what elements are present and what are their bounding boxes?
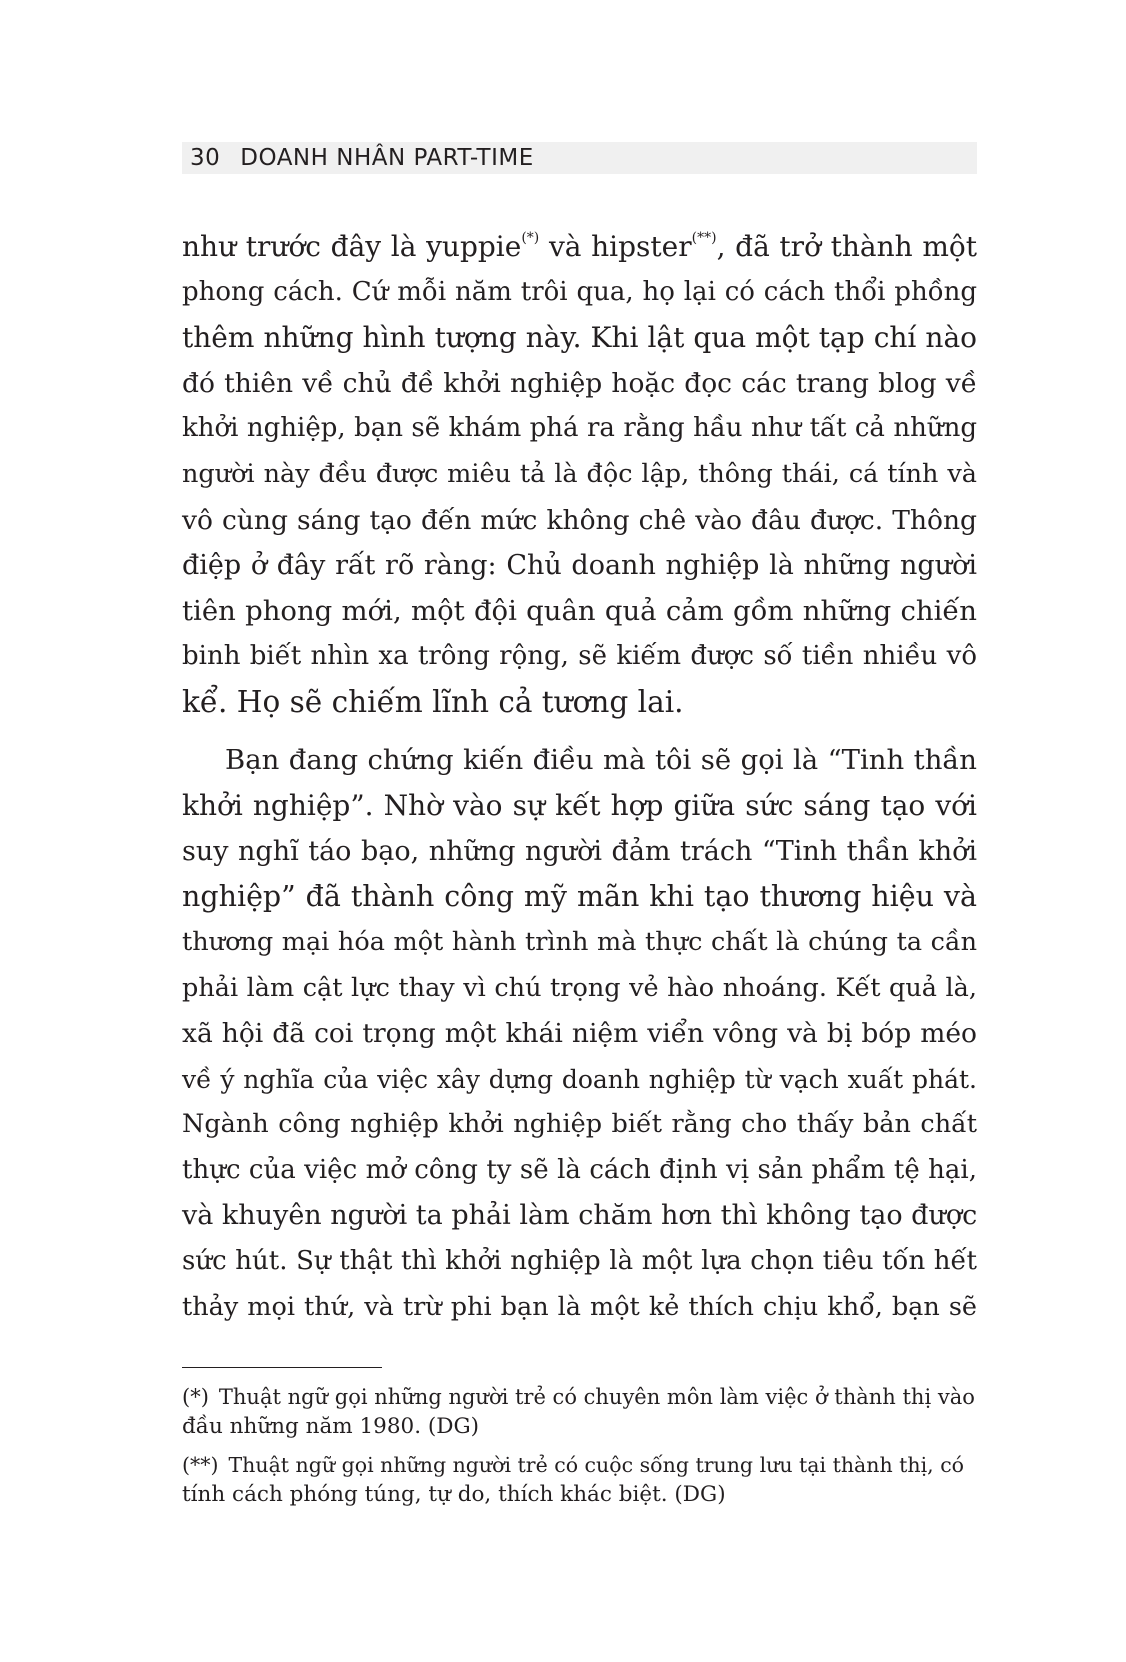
text-line: phong cách. Cứ mỗi năm trôi qua, họ lại có cách thổi phồng (182, 276, 977, 307)
text-line: thảy mọi thứ, và trừ phi bạn là một kẻ thích chịu khổ, bạn sẽ (182, 1291, 977, 1322)
footnote-marker: (**) (182, 1453, 219, 1477)
footnote-line: tính cách phóng túng, tự do, thích khác biệt. (DG) (182, 1482, 726, 1507)
text-run: như trước đây là yuppie (182, 230, 522, 263)
footnote-ref-1: (*) (521, 229, 540, 246)
text-run: , đã trở thành một (716, 230, 977, 263)
text-line: nghiệp” đã thành công mỹ mãn khi tạo thương hiệu và (182, 880, 977, 914)
paragraph-1 (182, 224, 977, 726)
running-header (182, 142, 977, 174)
text-line: khởi nghiệp”. Nhờ vào sự kết hợp giữa sức sáng tạo với (182, 789, 977, 823)
page-number: 30 (190, 145, 221, 171)
book-title: DOANH NHÂN PART-TIME (240, 145, 534, 171)
text-line: thương mại hóa một hành trình mà thực chất là chúng ta cần (182, 926, 977, 957)
footnote-line (182, 1382, 977, 1412)
text-line: Ngành công nghiệp khởi nghiệp biết rằng cho thấy bản chất (182, 1109, 977, 1140)
text-line: phải làm cật lực thay vì chú trọng vẻ hào nhoáng. Kết quả là, (182, 972, 977, 1003)
footnote-text: Thuật ngữ gọi những người trẻ có cuộc sống trung lưu tại thành thị, có (228, 1453, 965, 1477)
text-line (182, 224, 977, 270)
footnote-divider (182, 1367, 382, 1368)
footnote-line: đầu những năm 1980. (DG) (182, 1414, 480, 1439)
text-line: suy nghĩ táo bạo, những người đảm trách “Tinh thần khởi (182, 835, 977, 867)
text-line: vô cùng sáng tạo đến mức không chê vào đâu được. Thông (182, 504, 977, 536)
text-line: người này đều được miêu tả là độc lập, thông thái, cá tính và (182, 458, 977, 489)
footnote-text: Thuật ngữ gọi những người trẻ có chuyên môn làm việc ở thành thị vào (218, 1385, 975, 1409)
text-line: binh biết nhìn xa trông rộng, sẽ kiếm được số tiền nhiều vô (182, 641, 977, 672)
text-run: và hipster (539, 230, 692, 263)
footnote-line (182, 1450, 977, 1480)
text-line: đó thiên về chủ đề khởi nghiệp hoặc đọc các trang blog về (182, 367, 977, 399)
body-text (182, 224, 977, 1330)
text-line: thêm những hình tượng này. Khi lật qua một tạp chí nào (182, 321, 977, 355)
text-line: sức hút. Sự thật thì khởi nghiệp là một lựa chọn tiêu tốn hết (182, 1246, 977, 1277)
footnotes (182, 1382, 977, 1518)
text-line: điệp ở đây rất rõ ràng: Chủ doanh nghiệp là những người (182, 550, 977, 582)
text-line: Bạn đang chứng kiến điều mà tôi sẽ gọi là “Tinh thần (225, 743, 977, 776)
footnote-ref-2: (**) (691, 229, 717, 246)
footnote-marker: (*) (182, 1385, 209, 1409)
text-line: kể. Họ sẽ chiếm lĩnh cả tương lai. (182, 684, 684, 719)
text-line: và khuyên người ta phải làm chăm hơn thì không tạo được (182, 1200, 978, 1232)
footnote-1 (182, 1382, 977, 1442)
text-line: xã hội đã coi trọng một khái niệm viển vông và bị bóp méo (182, 1018, 977, 1050)
paragraph-2 (182, 738, 977, 1331)
text-line: khởi nghiệp, bạn sẽ khám phá ra rằng hầu như tất cả những (182, 413, 977, 444)
text-line: thực của việc mở công ty sẽ là cách định vị sản phẩm tệ hại, (182, 1154, 977, 1185)
footnote-2 (182, 1450, 977, 1510)
text-line: tiên phong mới, một đội quân quả cảm gồm những chiến (182, 594, 977, 627)
text-line: về ý nghĩa của việc xây dựng doanh nghiệp từ vạch xuất phát. (182, 1064, 977, 1094)
